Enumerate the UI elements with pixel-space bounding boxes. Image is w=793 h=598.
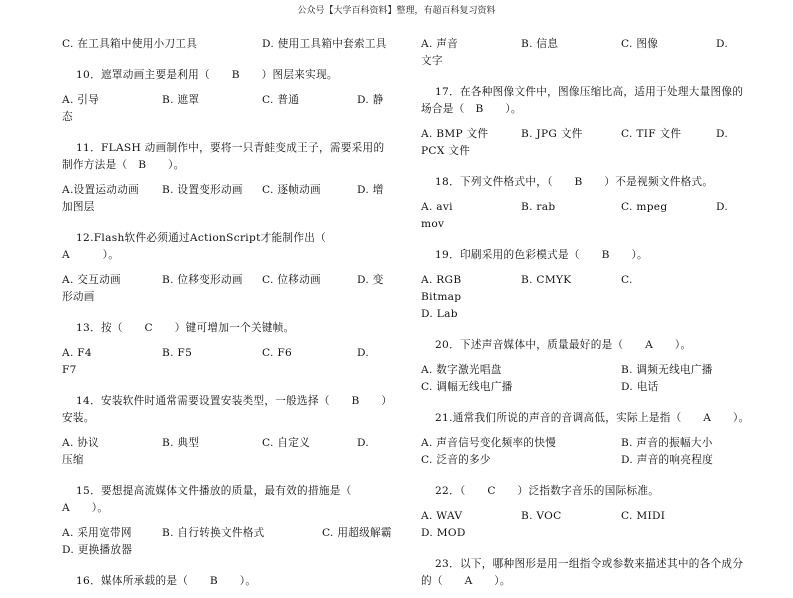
options-line — [62, 92, 392, 109]
question-q10: 10．遮罩动画主要是利用（ B ）图层来实现。 — [76, 69, 338, 81]
option-text: B. F5 — [162, 347, 193, 359]
options-line — [62, 542, 392, 559]
option-text: D. 更换播放器 — [62, 544, 133, 556]
options-line — [62, 199, 392, 216]
option-text: D. 声音的响亮程度 — [621, 454, 714, 466]
option-text: C. mpeg — [621, 201, 668, 213]
option-text: C. 位移动画 — [262, 274, 321, 286]
option-text: A. 引导 — [62, 94, 100, 106]
option-text: mov — [421, 218, 445, 230]
option-text: Bitmap — [421, 291, 462, 303]
question-q18: 18．下列文件格式中，（ B ）不是视频文件格式。 — [435, 176, 714, 188]
question-q20: 20．下述声音媒体中，质量最好的是（ A ）。 — [435, 339, 692, 351]
option-text: D. 电话 — [621, 381, 659, 393]
option-text: C. — [621, 274, 633, 286]
option-text: C. TIF 文件 — [621, 128, 682, 140]
option-text: D. — [716, 38, 729, 50]
option-text: C. 调幅无线电广播 — [421, 381, 513, 393]
option-text: A. 声音 — [421, 38, 459, 50]
option-text: D. — [357, 347, 370, 359]
options-line — [421, 362, 751, 379]
option-text: A. RGB — [421, 274, 462, 286]
question-q16: 16．媒体所承载的是（ B ）。 — [76, 575, 257, 587]
option-text: C. 普通 — [262, 94, 300, 106]
options-line — [421, 53, 751, 70]
option-text: D. MOD — [421, 527, 466, 539]
option-text: B. 调频无线电广播 — [621, 364, 713, 376]
options-line — [62, 452, 392, 469]
option-text: A. 交互动画 — [62, 274, 121, 286]
question-q11: 11．FLASH 动画制作中，要将一只青蛙变成王子，需要采用的制作方法是（ B ）。 — [62, 142, 385, 171]
option-text: F7 — [62, 364, 77, 376]
options-line — [62, 109, 392, 126]
options-line — [421, 36, 751, 53]
option-text: A. BMP 文件 — [421, 128, 489, 140]
option-text: B. 典型 — [162, 437, 200, 449]
option-text: A. 协议 — [62, 437, 100, 449]
option-text: D. 变 — [357, 274, 384, 286]
right-column — [421, 36, 751, 598]
left-column — [62, 36, 392, 598]
option-text: D. Lab — [421, 308, 458, 320]
option-text: B. 自行转换文件格式 — [162, 527, 265, 539]
option-text: A.设置运动动画 — [62, 184, 139, 196]
option-text: 压缩 — [62, 454, 84, 466]
options-line — [421, 508, 751, 542]
option-text: D. 使用工具箱中套索工具 — [262, 38, 387, 50]
option-text: C. 在工具箱中使用小刀工具 — [62, 38, 198, 50]
option-text: PCX 文件 — [421, 145, 471, 157]
question-q15: 15．要想提高流媒体文件播放的质量，最有效的措施是（ A ）。 — [62, 485, 374, 514]
options-line — [62, 362, 392, 379]
option-text: C. F6 — [262, 347, 293, 359]
options-line — [421, 143, 751, 160]
option-text: C. 用超级解霸 — [322, 527, 392, 539]
option-text: C. 自定义 — [262, 437, 311, 449]
option-text: D. 静 — [357, 94, 384, 106]
question-q14: 14．安装软件时通常需要设置安装类型，一般选择（ B ）安装。 — [62, 395, 387, 424]
option-text: 文字 — [421, 55, 443, 67]
options-line — [421, 306, 751, 323]
option-text: C. 泛音的多少 — [421, 454, 491, 466]
page-header: 公众号【大学百科资料】整理，有超百科复习资料 — [297, 6, 496, 16]
options-line — [62, 289, 392, 306]
option-text: C. 图像 — [621, 38, 659, 50]
option-text: B. 遮罩 — [162, 94, 200, 106]
option-text: A. 采用宽带网 — [62, 527, 132, 539]
option-text: B. 设置变形动画 — [162, 184, 243, 196]
option-text: B. CMYK — [521, 274, 572, 286]
options-line — [421, 199, 751, 216]
option-text: A. F4 — [62, 347, 92, 359]
option-text: B. VOC — [521, 510, 562, 522]
options-line — [421, 126, 751, 143]
option-text: 态 — [62, 111, 73, 123]
question-q22: 22．（ C ）泛指数字音乐的国际标准。 — [435, 485, 660, 497]
options-line — [62, 435, 392, 452]
options-line — [421, 435, 751, 452]
options-line — [421, 379, 751, 396]
option-text: 形动画 — [62, 291, 95, 303]
options-line — [62, 182, 392, 199]
options-line — [62, 36, 392, 53]
option-text: A. avi — [421, 201, 453, 213]
options-line — [62, 345, 392, 362]
option-text: A. 声音信号变化频率的快慢 — [421, 437, 557, 449]
option-text: D. — [716, 128, 729, 140]
question-q12: 12.Flash软件必须通过ActionScript才能制作出（ A ）。 — [62, 232, 337, 261]
question-q13: 13．按（ C ）键可增加一个关键帧。 — [76, 322, 295, 334]
options-line — [421, 216, 751, 233]
option-text: C. 逐帧动画 — [262, 184, 321, 196]
option-text: A. WAV — [421, 510, 463, 522]
option-text: B. rab — [521, 201, 556, 213]
option-text: D. — [357, 437, 370, 449]
options-line — [62, 272, 392, 289]
question-q17: 17．在各种图像文件中，图像压缩比高，适用于处理大量图像的场合是（ B ）。 — [421, 86, 744, 115]
options-line — [62, 525, 392, 542]
option-text: 加图层 — [62, 201, 95, 213]
option-text: A. 数字激光唱盘 — [421, 364, 502, 376]
option-text: D. — [716, 201, 729, 213]
option-text: B. 位移变形动画 — [162, 274, 243, 286]
option-text: B. 信息 — [521, 38, 559, 50]
option-text: B. 声音的振幅大小 — [621, 437, 713, 449]
option-text: C. MIDI — [621, 510, 666, 522]
options-line — [421, 452, 751, 469]
options-line — [421, 272, 751, 306]
question-q19: 19．印刷采用的色彩模式是（ B ）。 — [435, 249, 648, 261]
question-q21: 21.通常我们所说的声音的音调高低，实际上是指（ A ）。 — [435, 412, 750, 424]
question-q23: 23．以下，哪种图形是用一组指令或参数来描述其中的各个成分的（ A ）。 — [421, 558, 744, 587]
option-text: D. 增 — [357, 184, 384, 196]
option-text: B. JPG 文件 — [521, 128, 583, 140]
